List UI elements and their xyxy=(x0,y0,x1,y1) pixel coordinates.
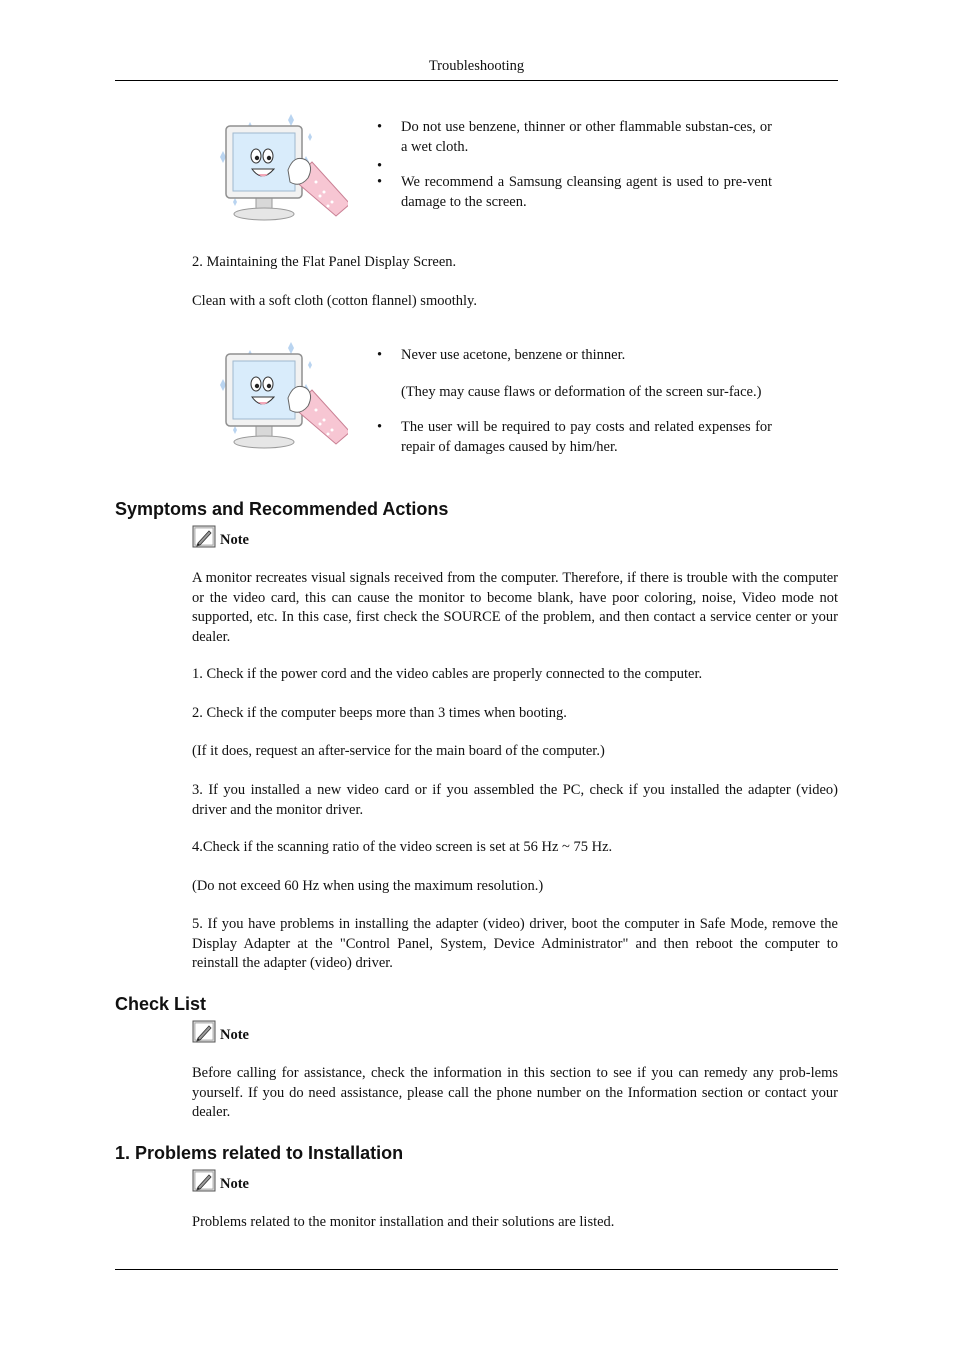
bullet-subtext: (They may cause flaws or deformation of the screen sur-face.) xyxy=(401,383,762,400)
bullet-item: • Never use acetone, benzene or thinner. xyxy=(377,346,772,366)
maintain-text: Clean with a soft cloth (cotton flannel) smoothly. xyxy=(192,293,477,309)
header-title: Troubleshooting xyxy=(428,58,525,74)
footer-divider xyxy=(115,1269,838,1270)
monitor-cleaning-icon xyxy=(208,340,348,460)
step-4-note: (Do not exceed 60 Hz when using the maximum resolution.) xyxy=(192,878,544,894)
note-label: Note xyxy=(220,532,249,548)
step-2-note: (If it does, request an after-service for the main board of the computer.) xyxy=(192,743,605,759)
monitor-cleaning-icon xyxy=(208,112,348,232)
note-pencil-icon xyxy=(192,525,216,548)
cleaning-bullets-2 xyxy=(377,346,772,457)
step-2: 2. Check if the computer beeps more than 3 times when booting. xyxy=(192,705,567,721)
section-title-symptoms: Symptoms and Recommended Actions xyxy=(115,499,449,519)
note-callout xyxy=(192,524,249,548)
installation-text: Problems related to the monitor installation and their solutions are listed. xyxy=(192,1214,615,1230)
step-4: 4.Check if the scanning ratio of the video screen is set at 56 Hz ~ 75 Hz. xyxy=(192,839,613,855)
step-1: 1. Check if the power cord and the video cables are properly connected to the computer. xyxy=(192,666,703,682)
note-label: Note xyxy=(220,1176,249,1192)
note-callout xyxy=(192,1168,249,1192)
section-title-installation: 1. Problems related to Installation xyxy=(115,1143,404,1163)
checklist-text: Before calling for assistance, check the information in this section to see if you can remedy any prob-lems yourself. If you do need assistance, please call the phone number on the Information section or contact your dealer. xyxy=(192,1065,838,1120)
step-3: 3. If you installed a new video card or if you assembled the PC, check if you installed the adapter (video) driver and the monitor driver. xyxy=(192,782,838,818)
cleaning-bullets-1 xyxy=(377,118,772,212)
section-title-checklist: Check List xyxy=(115,994,207,1014)
bullet-item: • The user will be required to pay costs and related expenses for repair of damages caused by him/her. xyxy=(377,418,772,457)
maintain-title: 2. Maintaining the Flat Panel Display Screen. xyxy=(192,254,457,270)
note-pencil-icon xyxy=(192,1169,216,1192)
bullet-item: • We recommend a Samsung cleansing agent is used to pre-vent damage to the screen. xyxy=(377,173,772,212)
note-callout xyxy=(192,1019,249,1043)
note-pencil-icon xyxy=(192,1020,216,1043)
page-header xyxy=(115,57,838,81)
step-5: 5. If you have problems in installing the adapter (video) driver, boot the computer in Safe Mode, remove the Display Adapter at the "Control Panel, System, Device Administrator" and then reboot the computer to reinstall the adapter (video) driver. xyxy=(192,916,838,971)
bullet-item: • Do not use benzene, thinner or other flammable substan-ces, or a wet cloth. xyxy=(377,118,772,157)
note-label: Note xyxy=(220,1027,249,1043)
symptoms-intro: A monitor recreates visual signals received from the computer. Therefore, if there is trouble with the computer or the video card, this can cause the monitor to become blank, have poor coloring, noise, Video mode not supported, etc. In this case, first check the SOURCE of the problem, and then contact a service center or your dealer. xyxy=(192,570,838,645)
